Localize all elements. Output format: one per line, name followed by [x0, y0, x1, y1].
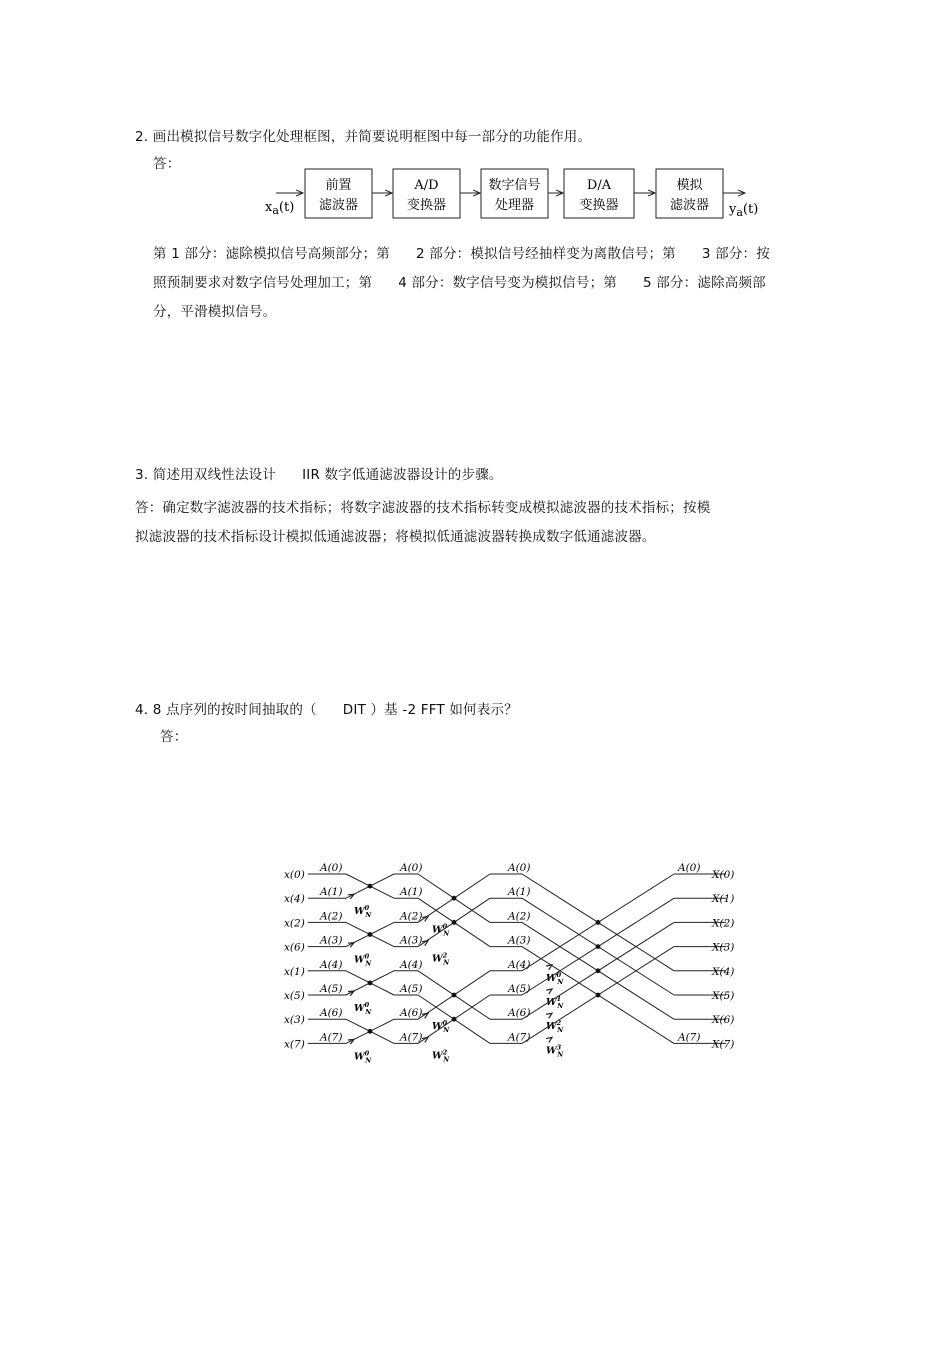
fft-a1-label-1: A(1)	[320, 886, 343, 899]
q2-question: 2. 画出模拟信号数字化处理框图，并简要说明框图中每一部分的功能作用。	[135, 129, 592, 145]
fft-s1-node-1	[368, 932, 373, 937]
fft-s1-twiddle-3: $W^0$ N	[354, 1049, 372, 1065]
fft-output-1: X(1)	[712, 893, 735, 906]
q3-question	[135, 465, 503, 485]
fft-a3-label-2: A(2)	[508, 910, 531, 923]
diagram-block-1-line2: 滤波器	[318, 198, 359, 213]
fft-s3-node-3	[596, 993, 601, 998]
fft-a3-label-5: A(5)	[508, 983, 531, 995]
fft-a3-label-4: A(4)	[508, 958, 531, 971]
q4-question-b: DIT ）基 -2 FFT 如何表示？	[342, 702, 518, 718]
q4-question	[135, 700, 518, 720]
diagram-block-2-line1: A/D	[414, 178, 439, 193]
diagram-block-5-line2: 滤波器	[669, 198, 710, 213]
fft-s2-twiddle-3: $W^2$ N	[432, 1048, 450, 1064]
fft-output-6: X(6)	[712, 1014, 735, 1027]
fft-s2-node-1	[452, 920, 457, 925]
fft-a3-label-1: A(1)	[508, 886, 531, 899]
fft-a2-label-1: A(1)	[400, 886, 423, 899]
fft-s1-node-0	[368, 884, 373, 889]
diagram-output-label: $y_a(t)$	[729, 202, 759, 219]
fft-s1-twiddle-2: $W^0$ N	[354, 1001, 372, 1016]
q3-question-a: 3. 简述用双线性法设计	[135, 467, 277, 483]
fft-a-last-label-0: A(0)	[678, 862, 701, 874]
fft-input-6: x(3)	[284, 1014, 305, 1027]
fft-a1-label-2: A(2)	[320, 910, 343, 923]
fft-a3-label-7: A(7)	[508, 1031, 531, 1044]
diagram-block-5-line1: 模拟	[676, 178, 703, 193]
fft-input-0: x(0)	[284, 869, 305, 881]
q2-answer-1c: 3 部分：按	[701, 246, 770, 262]
fft-s2-twiddle-1: $W^2$ N	[432, 951, 450, 967]
q2-answer-2a: 照预制要求对数字信号处理加工；第	[153, 275, 373, 291]
q2-answer-2c: 5 部分：滤除高频部	[642, 275, 766, 291]
fft-s3-twiddle-2: $W^2$ N	[546, 1019, 564, 1035]
fft-s2-twiddle-0: $W^0$ N	[432, 922, 450, 938]
diagram-input-label: $x_a(t)$	[265, 200, 295, 217]
q3-answer-line-2: 拟滤波器的技术指标设计模拟低通滤波器；将模拟低通滤波器转换成数字低通滤波器。	[135, 529, 656, 545]
q3-answer-line-1: 答：确定数字滤波器的技术指标；将数字滤波器的技术指标转变成模拟滤波器的技术指标；按模	[135, 500, 711, 516]
fft-output-7: X(7)	[712, 1038, 735, 1051]
q2-block-diagram	[0, 163, 950, 233]
fft-a2-label-5: A(5)	[400, 983, 423, 995]
fft-input-2: x(2)	[284, 917, 305, 930]
q3-question-b: IIR 数字低通滤波器设计的步骤。	[302, 467, 503, 483]
fft-a1-label-3: A(3)	[320, 934, 343, 947]
fft-a2-label-0: A(0)	[400, 862, 423, 874]
fft-a1-label-0: A(0)	[320, 862, 343, 874]
fft-a2-label-3: A(3)	[400, 934, 423, 947]
fft-s1-node-2	[368, 981, 373, 986]
diagram-block-4-line1: D/A	[586, 178, 612, 193]
fft-a1-label-4: A(4)	[320, 958, 343, 971]
fft-s3-node-0	[596, 920, 601, 925]
fft-a2-label-4: A(4)	[400, 958, 423, 971]
q2-answer-line-1	[153, 244, 770, 264]
q2-answer-1b: 2 部分：模拟信号经抽样变为离散信号；第	[415, 246, 676, 262]
q4-answer-label: 答：	[160, 729, 188, 745]
diagram-block-3-line2: 处理器	[494, 198, 535, 213]
fft-s3-twiddle-3: $W^3$ N	[546, 1043, 564, 1059]
fft-s1-node-3	[368, 1029, 373, 1034]
fft-s2-node-5	[452, 1017, 457, 1022]
diagram-block-1-line1: 前置	[325, 178, 352, 193]
q2-answer-1a: 第 1 部分：滤除模拟信号高频部分；第	[153, 246, 390, 262]
fft-a1-label-7: A(7)	[320, 1031, 343, 1044]
fft-output-3: X(3)	[712, 941, 735, 954]
fft-s3-arrow-1	[546, 989, 552, 994]
q2-answer-3a: 分，平滑模拟信号。	[153, 304, 277, 320]
fft-input-3: x(6)	[284, 941, 305, 954]
fft-s3-node-2	[596, 968, 601, 973]
q2-answer-line-3	[153, 302, 276, 322]
diagram-block-3-line1: 数字信号	[488, 178, 541, 193]
fft-a-last-label-7: A(7)	[678, 1031, 701, 1044]
fft-a3-label-0: A(0)	[508, 862, 531, 874]
q2-answer-2b: 4 部分：数字信号变为模拟信号；第	[398, 275, 617, 291]
fft-a2-label-6: A(6)	[400, 1007, 423, 1020]
fft-s1-twiddle-1: $W^0$ N	[354, 952, 372, 968]
fft-output-5: X(5)	[712, 990, 735, 1002]
fft-s3-twiddle-0: $W^0$ N	[546, 970, 564, 986]
q2-answer-label: 答：	[153, 156, 181, 172]
fft-s1-twiddle-0: $W^0$ N	[354, 904, 372, 920]
fft-input-7: x(7)	[284, 1038, 305, 1051]
diagram-block-4-line2: 变换器	[579, 198, 619, 213]
q2-answer-line-2	[153, 273, 766, 293]
fft-a3-label-3: A(3)	[508, 934, 531, 947]
fft-s3-arrow-2	[546, 1013, 552, 1018]
fft-input-5: x(5)	[284, 990, 305, 1002]
fft-output-2: X(2)	[712, 917, 735, 930]
fft-a3-label-6: A(6)	[508, 1007, 531, 1020]
fft-input-4: x(1)	[284, 965, 305, 978]
fft-butterfly-diagram	[0, 845, 950, 1075]
fft-output-4: X(4)	[712, 965, 735, 978]
fft-a1-label-5: A(5)	[320, 983, 343, 995]
fft-a1-label-6: A(6)	[320, 1007, 343, 1020]
fft-s3-twiddle-1: $W^1$ N	[546, 995, 564, 1010]
fft-s2-twiddle-2: $W^0$ N	[432, 1019, 450, 1035]
fft-s3-node-1	[596, 944, 601, 949]
q4-question-a: 4. 8 点序列的按时间抽取的（	[135, 702, 317, 718]
fft-input-1: x(4)	[284, 893, 305, 906]
fft-a2-label-2: A(2)	[400, 910, 423, 923]
fft-s3-arrow-3	[546, 1037, 552, 1042]
diagram-block-2-line2: 变换器	[406, 198, 447, 213]
fft-a2-label-7: A(7)	[400, 1031, 423, 1044]
fft-output-0: X(0)	[712, 869, 735, 881]
fft-s2-node-0	[452, 896, 457, 901]
fft-s2-node-4	[452, 993, 457, 998]
